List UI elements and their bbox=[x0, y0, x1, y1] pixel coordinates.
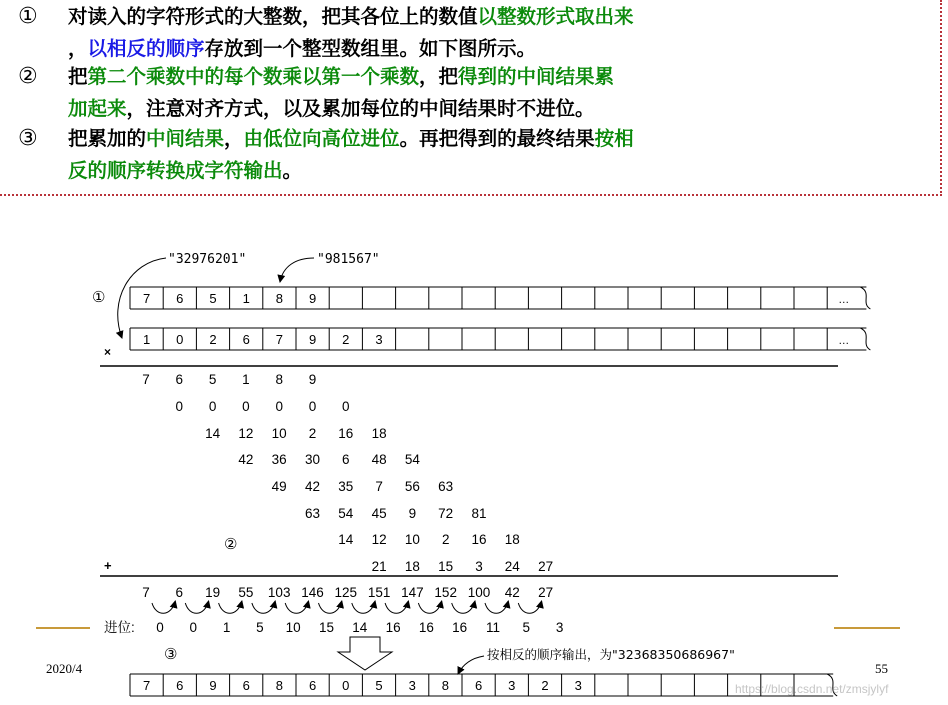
footer-line-right bbox=[834, 627, 900, 629]
highlight-text: 以整数形式取出来 bbox=[477, 5, 634, 28]
array-cell: 3 bbox=[408, 678, 416, 693]
array-cell: 7 bbox=[142, 291, 151, 306]
array-cell: 6 bbox=[308, 678, 317, 693]
array-cell: 8 bbox=[275, 291, 284, 306]
partial-product-value: 0 bbox=[242, 399, 250, 414]
carry-arrow bbox=[452, 601, 475, 613]
array-cell: 3 bbox=[375, 332, 383, 347]
highlight-text: 反的顺序转换成字符输出 bbox=[68, 159, 283, 182]
step3-marker: ③ bbox=[164, 647, 178, 663]
partial-product-value: 63 bbox=[304, 506, 321, 521]
partial-product-value: 5 bbox=[208, 372, 217, 387]
partial-product-value: 30 bbox=[304, 452, 321, 467]
partial-product-value: 9 bbox=[408, 506, 417, 521]
carry-value: 11 bbox=[485, 620, 501, 635]
step-number: ③ bbox=[18, 126, 38, 151]
sum-value: 125 bbox=[334, 585, 358, 600]
carry-value: 16 bbox=[452, 620, 468, 635]
sum-value: 151 bbox=[367, 585, 391, 600]
partial-product-value: 56 bbox=[404, 479, 420, 494]
partial-product-value: 7 bbox=[142, 372, 150, 387]
partial-product-value: 0 bbox=[308, 399, 317, 414]
partial-product-value: 0 bbox=[208, 399, 217, 414]
array-cell: 6 bbox=[242, 332, 250, 347]
carry-value: 5 bbox=[522, 620, 531, 635]
times-sign: × bbox=[104, 345, 112, 359]
partial-product-value: 0 bbox=[342, 399, 350, 414]
highlight-text: 加起来 bbox=[68, 97, 127, 120]
instruction-text: ，注意对齐方式，以及累加每位的中间结果时不进位。 bbox=[126, 97, 595, 120]
carry-arrow bbox=[252, 601, 275, 613]
partial-product-value: 54 bbox=[338, 506, 354, 521]
carry-label: 进位: bbox=[104, 620, 135, 635]
array-cell: 8 bbox=[441, 678, 450, 693]
sum-value: 147 bbox=[401, 585, 424, 600]
highlight-text: 由低位向高位进位 bbox=[243, 127, 400, 150]
instruction-text: 把累加的 bbox=[68, 127, 147, 150]
step2-marker: ② bbox=[224, 537, 238, 553]
carry-value: 0 bbox=[189, 620, 198, 635]
partial-product-value: 18 bbox=[404, 559, 420, 574]
partial-product-value: 12 bbox=[371, 532, 387, 547]
partial-product-value: 48 bbox=[371, 452, 387, 467]
carry-value: 5 bbox=[256, 620, 264, 635]
partial-product-value: 2 bbox=[441, 532, 450, 547]
partial-product-value: 3 bbox=[475, 559, 483, 574]
highlight-text: 按相 bbox=[594, 127, 634, 150]
down-arrow bbox=[338, 637, 392, 670]
partial-product-value: 0 bbox=[175, 399, 184, 414]
highlight-text: 中间结果 bbox=[146, 127, 225, 150]
partial-product-value: 6 bbox=[175, 372, 184, 387]
sum-value: 100 bbox=[467, 585, 491, 600]
arrow-input-b bbox=[280, 258, 314, 282]
carry-arrow bbox=[185, 601, 208, 613]
carry-arrow bbox=[152, 601, 175, 613]
array-cell: 7 bbox=[142, 678, 151, 693]
highlight-text: 以相反的顺序 bbox=[87, 37, 205, 60]
partial-product-value: 49 bbox=[271, 479, 287, 494]
partial-product-value: 10 bbox=[271, 426, 287, 441]
partial-product-value: 12 bbox=[238, 426, 254, 441]
carry-value: 10 bbox=[285, 620, 301, 635]
sum-value: 55 bbox=[238, 585, 254, 600]
output-arrow bbox=[458, 656, 484, 674]
array-cell: 5 bbox=[209, 291, 217, 306]
partial-product-value: 72 bbox=[438, 506, 454, 521]
instruction-text: 。 bbox=[282, 159, 303, 182]
array-cell: 0 bbox=[176, 332, 184, 347]
step-number: ② bbox=[18, 64, 38, 89]
carry-value: 16 bbox=[418, 620, 434, 635]
array-cell: 6 bbox=[242, 678, 250, 693]
sum-value: 27 bbox=[538, 585, 554, 600]
carry-arrow bbox=[285, 601, 308, 613]
partial-product-value: 16 bbox=[471, 532, 487, 547]
array-cell: 5 bbox=[375, 678, 383, 693]
sum-value: 19 bbox=[205, 585, 221, 600]
instruction-text: 对读入的字符形式的大整数，把其各位上的数值 bbox=[68, 5, 478, 28]
partial-product-value: 1 bbox=[242, 372, 250, 387]
watermark: https://blog.csdn.net/zmsjylyf bbox=[735, 682, 889, 696]
sum-value: 152 bbox=[434, 585, 457, 600]
array-cell: 3 bbox=[574, 678, 582, 693]
array-cell: 8 bbox=[275, 678, 284, 693]
array-cell: 9 bbox=[308, 291, 317, 306]
output-note: 按相反的顺序输出，为"32368350686967" bbox=[487, 647, 735, 662]
carry-arrow bbox=[485, 601, 508, 613]
array-cell: 9 bbox=[209, 678, 217, 693]
plus-sign: + bbox=[104, 558, 112, 573]
step1-marker: ① bbox=[92, 290, 106, 306]
array-cell: 2 bbox=[541, 678, 549, 693]
partial-product-value: 42 bbox=[238, 452, 254, 467]
partial-product-value: 18 bbox=[371, 426, 387, 441]
array-cell: 6 bbox=[474, 678, 483, 693]
partial-product-value: 54 bbox=[404, 452, 420, 467]
carry-value: 3 bbox=[555, 620, 564, 635]
array-cell: 7 bbox=[275, 332, 284, 347]
array-b-break bbox=[860, 328, 870, 350]
partial-product-value: 14 bbox=[205, 426, 221, 441]
instruction-text: ， bbox=[224, 127, 244, 150]
carry-value: 14 bbox=[352, 620, 368, 635]
instruction-text: 把 bbox=[68, 65, 88, 88]
partial-product-value: 2 bbox=[308, 426, 317, 441]
footer-page-number: 55 bbox=[875, 661, 888, 676]
partial-product-value: 10 bbox=[404, 532, 420, 547]
array-cell: 0 bbox=[342, 678, 350, 693]
carry-arrow bbox=[319, 601, 342, 613]
partial-product-value: 15 bbox=[438, 559, 454, 574]
instruction-text: 存放到一个整型数组里。如下图所示。 bbox=[204, 37, 537, 60]
carry-arrow bbox=[418, 601, 441, 613]
input-b-label: "981567" bbox=[317, 252, 380, 267]
instruction-text: ，把 bbox=[419, 65, 459, 88]
array-cell: … bbox=[838, 294, 850, 306]
array-cell: 1 bbox=[142, 332, 151, 347]
carry-value: 1 bbox=[222, 620, 231, 635]
partial-product-value: 16 bbox=[338, 426, 354, 441]
partial-product-value: 6 bbox=[342, 452, 350, 467]
array-a-break bbox=[860, 287, 870, 309]
partial-product-value: 35 bbox=[338, 479, 354, 494]
carry-arrow bbox=[518, 601, 541, 613]
sum-value: 103 bbox=[267, 585, 291, 600]
partial-product-value: 0 bbox=[275, 399, 283, 414]
array-cell: … bbox=[838, 335, 850, 347]
sum-value: 6 bbox=[175, 585, 184, 600]
partial-product-value: 24 bbox=[504, 559, 520, 574]
partial-product-value: 27 bbox=[538, 559, 554, 574]
array-cell: 2 bbox=[342, 332, 350, 347]
array-cell: 3 bbox=[508, 678, 516, 693]
sum-value: 7 bbox=[142, 585, 150, 600]
partial-product-value: 14 bbox=[338, 532, 354, 547]
array-cell: 6 bbox=[176, 678, 184, 693]
instruction-text: ， bbox=[68, 37, 88, 60]
partial-product-value: 7 bbox=[375, 479, 383, 494]
partial-product-value: 36 bbox=[271, 452, 287, 467]
carry-arrow bbox=[385, 601, 408, 613]
partial-product-value: 81 bbox=[471, 506, 487, 521]
array-cell: 2 bbox=[209, 332, 217, 347]
sum-value: 42 bbox=[504, 585, 520, 600]
highlight-text: 得到的中间结果累 bbox=[458, 65, 615, 88]
carry-arrow bbox=[352, 601, 375, 613]
carry-value: 16 bbox=[385, 620, 401, 635]
footer-date: 2020/4 bbox=[46, 661, 83, 676]
carry-value: 15 bbox=[318, 620, 335, 635]
array-cell: 6 bbox=[176, 291, 184, 306]
array-cell: 1 bbox=[242, 291, 250, 306]
input-a-label: "32976201" bbox=[168, 252, 247, 267]
sum-value: 146 bbox=[301, 585, 324, 600]
carry-value: 0 bbox=[156, 620, 164, 635]
carry-arrow bbox=[219, 601, 242, 613]
partial-product-value: 42 bbox=[304, 479, 321, 494]
array-cell: 9 bbox=[308, 332, 317, 347]
footer-line-left bbox=[36, 627, 90, 629]
partial-product-value: 8 bbox=[275, 372, 283, 387]
partial-product-value: 21 bbox=[371, 559, 387, 574]
partial-product-value: 9 bbox=[308, 372, 317, 387]
step-number: ① bbox=[18, 4, 38, 29]
partial-product-value: 18 bbox=[504, 532, 520, 547]
highlight-text: 第二个乘数中的每个数乘以第一个乘数 bbox=[87, 65, 420, 88]
partial-product-value: 63 bbox=[438, 479, 454, 494]
arrow-input-a bbox=[118, 258, 166, 338]
instruction-text: 。再把得到的最终结果 bbox=[399, 127, 595, 150]
partial-product-value: 45 bbox=[371, 506, 387, 521]
